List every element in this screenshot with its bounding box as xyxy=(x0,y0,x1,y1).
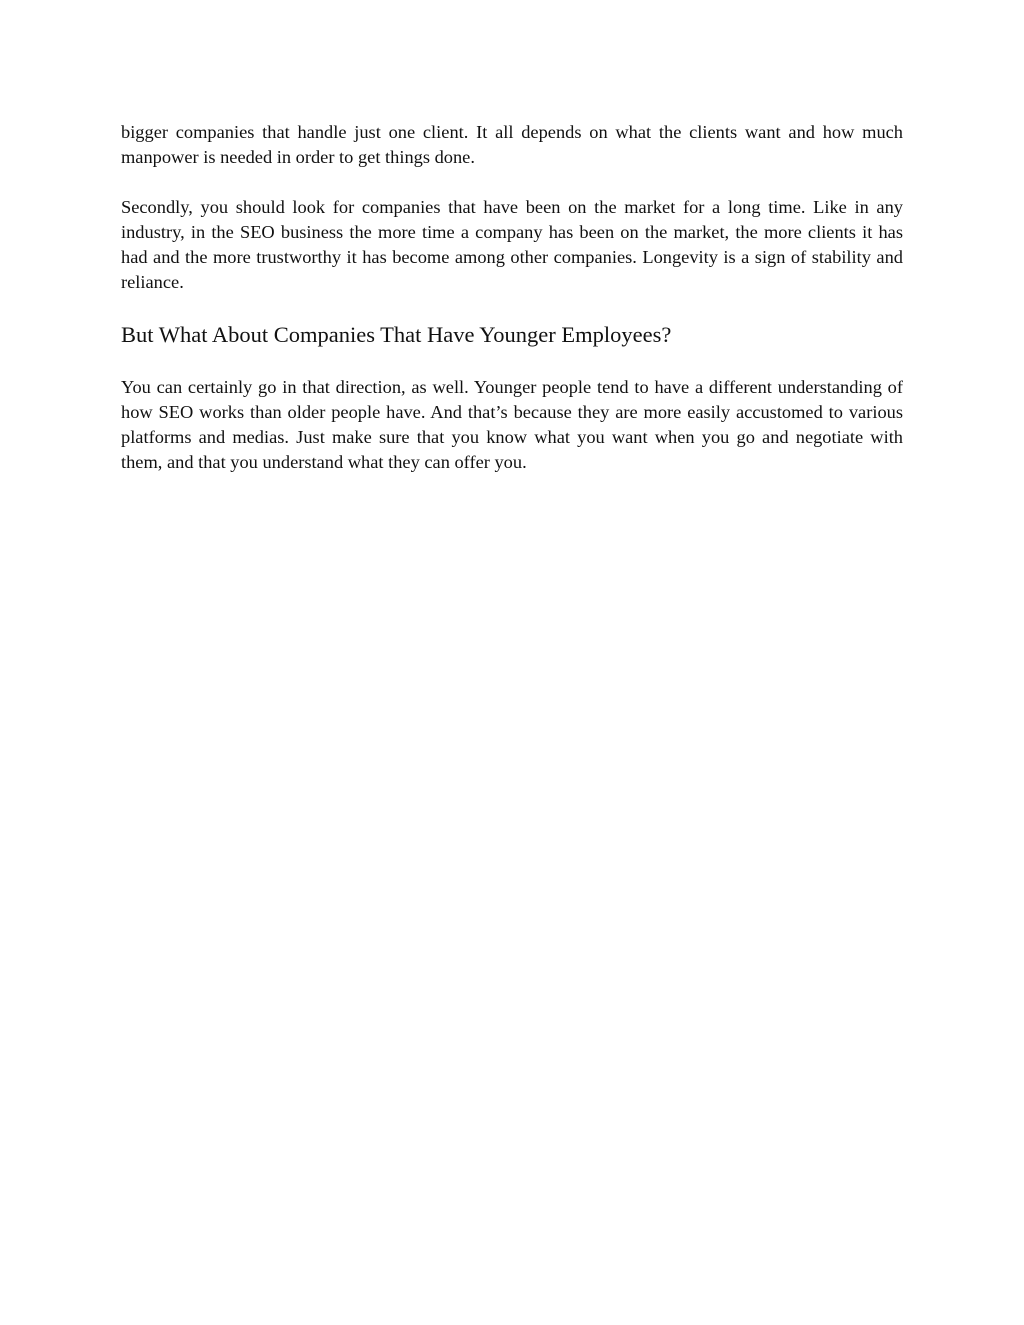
section-heading: But What About Companies That Have Younger Employees? xyxy=(121,322,672,347)
document-page xyxy=(121,120,903,475)
paragraph-longevity: Secondly, you should look for companies that have been on the market for a long time. Like in any industry, in the SEO business the more time a company has been on the market, the more clients it has had and the more trustworthy it has become among other companies. Longevity is a sign of stability and reliance. xyxy=(121,197,903,292)
paragraph-younger-employees: You can certainly go in that direction, as well. Younger people tend to have a different understanding of how SEO works than older people have. And that’s because they are more easily accustomed to various platforms and medias. Just make sure that you know what you want when you go and negotiate with them, and that you understand what they can offer you. xyxy=(121,377,903,472)
paragraph-companies-clients: bigger companies that handle just one client. It all depends on what the clients want and how much manpower is needed in order to get things done. xyxy=(121,122,903,167)
